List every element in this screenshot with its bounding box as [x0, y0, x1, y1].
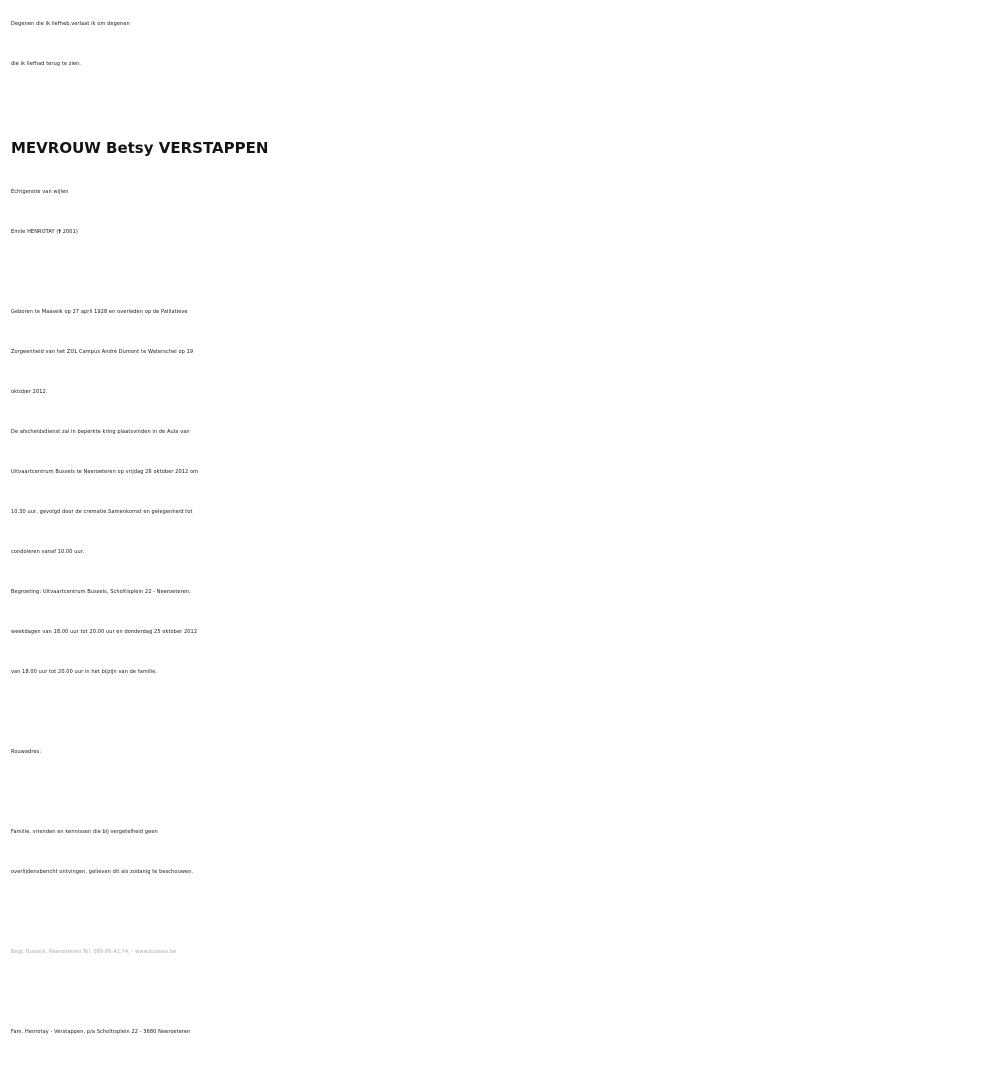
spacer [11, 772, 991, 812]
spacer [11, 84, 991, 124]
spouse-intro: Echtgenote van wijlen [11, 189, 69, 195]
rouwadres-label: Rouwadres: [11, 749, 42, 755]
spacer [11, 252, 991, 292]
obituary-document [11, 4, 991, 1052]
family-address: Fam. Henrotay - Verstappen, p/a Scholtisplein 22 - 3680 Neeroeteren [11, 1029, 191, 1035]
details-line: van 18.00 uur tot 20.00 uur in het bijzijn van de familie. [11, 669, 158, 675]
details-line: Zorgeenheid van het ZOL Campus André Dumont te Waterschei op 19 [11, 349, 194, 355]
spouse-death-year: 2001) [61, 229, 78, 235]
spacer [11, 972, 991, 1012]
opening-quote [11, 4, 991, 84]
spacer [11, 692, 991, 732]
quote-line: die ik liefhad terug te zien. [11, 61, 82, 67]
cross-icon: † [58, 229, 62, 235]
details-paragraph [11, 292, 991, 692]
details-line: 10.30 uur, gevolgd door de crematie.Samenkomst en gelegenheid tot [11, 509, 193, 515]
details-line: weekdagen van 18.00 uur tot 20.00 uur en donderdag 25 oktober 2012 [11, 629, 198, 635]
spouse-line [11, 212, 991, 252]
details-line: oktober 2012. [11, 389, 48, 395]
details-line: De afscheidsdienst zal in beperkte kring plaatsvinden in de Aula van [11, 429, 190, 435]
undertaker-contact: Begr. Bussels, Neeroeteren Tel. 089-86.41.74. - www.bussels.be [11, 949, 177, 955]
details-line: Begroeting: Uitvaartcentrum Bussels, Scholtisplein 22 - Neeroeteren, [11, 589, 191, 595]
notice-line: overlijdensbericht ontvingen, gelieven dit als zodanig te beschouwen. [11, 869, 194, 875]
details-line: condoleren vanaf 10.00 uur. [11, 549, 85, 555]
spacer [11, 892, 991, 932]
notice-paragraph [11, 812, 991, 892]
details-line: Geboren te Maaseik op 27 april 1928 en overleden op de Palliatieve [11, 309, 188, 315]
spouse-name: Emile HENROTAY ( [11, 229, 59, 235]
quote-line: Degenen die ik liefheb,verlaat ik om degenen [11, 21, 130, 27]
deceased-name: MEVROUW Betsy VERSTAPPEN [11, 139, 269, 157]
details-line: Uitvaartcentrum Bussels te Neeroeteren op vrijdag 26 oktober 2012 om [11, 469, 199, 475]
notice-line: Familie, vrienden en kennissen die bij vergetelheid geen [11, 829, 158, 835]
